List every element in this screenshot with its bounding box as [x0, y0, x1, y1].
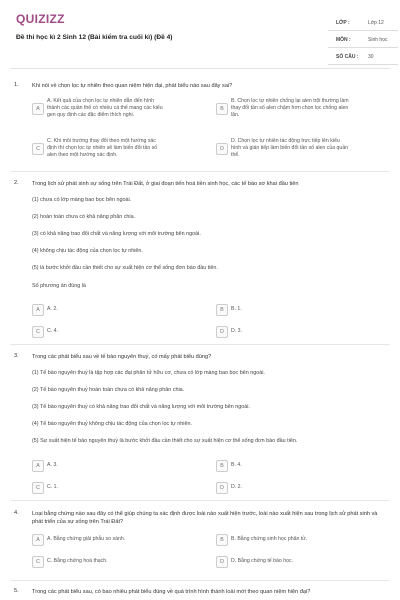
option-letter: C — [32, 326, 44, 338]
statement: (1) Tế bào nguyên thuỷ là tập hợp các đại phân tử hữu cơ, chưa có lớp màng bao bọc bên ngoài. — [32, 370, 265, 376]
statement: (1) chưa có lớp màng bao bọc bên ngoài. — [32, 197, 132, 203]
option-b[interactable] — [216, 98, 391, 120]
option-b[interactable] — [216, 534, 391, 556]
option-a[interactable] — [32, 98, 207, 120]
option-letter: B — [216, 304, 228, 316]
option-b[interactable] — [216, 460, 391, 482]
option-text: D. Bằng chứng tế bào học. — [231, 558, 294, 564]
option-letter: A — [32, 534, 44, 546]
meta-value: Lớp 12 — [368, 20, 384, 26]
option-text: C. 4. — [47, 328, 58, 334]
option-a[interactable] — [32, 304, 207, 326]
option-a[interactable] — [32, 534, 207, 556]
meta-row-count — [328, 48, 398, 65]
question-number: 4. — [14, 510, 19, 516]
meta-key: LỚP : — [336, 20, 350, 26]
question-text: Trong lịch sử phát sinh sự sống trên Trái Đất, ở giai đoạn tiến hoá tiền sinh học, các tế bào sơ khai đầu tiên — [32, 181, 299, 187]
statement: (2) hoàn toàn chưa có khả năng phân chia. — [32, 214, 136, 220]
option-letter: A — [32, 304, 44, 316]
question-number: 1. — [14, 82, 19, 88]
question-number: 5. — [14, 588, 19, 594]
option-letter: C — [32, 556, 44, 568]
question-text: Trong các phát biểu sau, có bao nhiêu phát biểu đúng về quá trình hình thành loài mới theo quan niệm hiện đại? — [32, 589, 311, 595]
option-text: A. 3. — [47, 462, 58, 468]
option-letter: B — [216, 460, 228, 472]
option-text: B. 4. — [231, 462, 242, 468]
page-title: Đề thi học kì 2 Sinh 12 (Bài kiểm tra cuối kì) (Đề 4) — [16, 34, 173, 41]
option-text: A. Kết quả của chọn lọc tự nhiên dẫn đến hình thành các quần thể có nhiều cá thể mang các kiểu gen quy định các đặc điểm thích nghi. — [47, 98, 163, 118]
statement: (3) có khả năng trao đổi chất và năng lượng với môi trường bên ngoài. — [32, 231, 201, 237]
quizizz-logo: QUIZIZZ — [16, 12, 65, 26]
question-text: Khi nói về chọn lọc tự nhiên theo quan niệm hiện đại, phát biểu nào sau đây sai? — [32, 83, 233, 89]
meta-value: Sinh học — [368, 37, 388, 43]
question-divider — [10, 500, 390, 501]
statement: (2) Tế bào nguyên thuỷ hoàn toàn chưa có khả năng phân chia. — [32, 387, 185, 393]
option-letter: A — [32, 103, 44, 115]
statement: (4) không chịu tác động của chọn lọc tự nhiên. — [32, 248, 143, 254]
option-text: D. 3. — [231, 328, 242, 334]
meta-value: 30 — [368, 54, 374, 60]
meta-key: MÔN : — [336, 37, 351, 43]
meta-row-class — [328, 14, 398, 31]
statement: (4) Tế bào nguyên thuỷ không chịu tác động của chọn lọc tự nhiên. — [32, 421, 192, 427]
option-text: B. Chọn lọc tự nhiên chống lại alen trội thường làm thay đổi tần số alen chậm hơn chọn lọc chống alen lặn. — [231, 98, 349, 118]
option-text: C. 1. — [47, 484, 58, 490]
option-text: B. 1. — [231, 306, 242, 312]
meta-key: SỐ CÂU : — [336, 54, 359, 60]
option-a[interactable] — [32, 460, 207, 482]
option-letter: C — [32, 143, 44, 155]
option-c[interactable] — [32, 138, 207, 160]
question-divider — [10, 580, 390, 581]
question-text: Loại bằng chứng nào sau đây có thể giúp chúng ta xác định được loài nào xuất hiện trước, loài nào xuất hiện sau trong lịch sử phát sinh và phát triển của sự sống trên Trái Đất? — [32, 511, 378, 525]
option-text: D. 2. — [231, 484, 242, 490]
option-text: A. Bằng chứng giải phẫu so sánh. — [47, 536, 126, 542]
option-text: A. 2. — [47, 306, 58, 312]
statement: (5) Sự xuất hiện tế bào nguyên thuỷ là bước khởi đầu cần thiết cho sự xuất hiện cơ thể sống đơn bào đầu tiên. — [32, 438, 298, 444]
worksheet-header — [10, 8, 390, 70]
option-letter: D — [216, 482, 228, 494]
option-text: C. Khi môi trường thay đổi theo một hướng xác định thì chọn lọc tự nhiên sẽ làm biến đổi tần số alen theo một hướng xác định. — [47, 138, 158, 158]
question-number: 3. — [14, 353, 19, 359]
option-d[interactable] — [216, 138, 391, 160]
question-divider — [10, 344, 390, 345]
option-letter: D — [216, 326, 228, 338]
option-text: C. Bằng chứng hoá thạch. — [47, 558, 108, 564]
statement: Số phương án đúng là — [32, 283, 86, 289]
statement: (5) là bước khởi đầu cần thiết cho sự xuất hiện cơ thể sống đơn bào đầu tiên. — [32, 265, 218, 271]
option-letter: B — [216, 534, 228, 546]
option-text: B. Bằng chứng sinh học phân tử. — [231, 536, 308, 542]
option-b[interactable] — [216, 304, 391, 326]
option-c[interactable] — [32, 556, 207, 578]
question-text: Trong các phát biểu sau về tế bào nguyên thuỷ, có mấy phát biểu đúng? — [32, 354, 212, 360]
option-letter: D — [216, 143, 228, 155]
question-divider — [10, 171, 390, 172]
option-letter: D — [216, 556, 228, 568]
option-letter: A — [32, 460, 44, 472]
option-d[interactable] — [216, 556, 391, 578]
question-number: 2. — [14, 180, 19, 186]
meta-table — [328, 14, 398, 65]
option-letter: C — [32, 482, 44, 494]
statement: (3) Tế bào nguyên thuỷ có khả năng trao đổi chất và năng lượng với môi trường bên ngoài. — [32, 404, 250, 410]
option-text: D. Chọn lọc tự nhiên tác động trực tiếp lên kiểu hình và gián tiếp làm biến đổi tần số alen của quần thể. — [231, 138, 349, 158]
meta-row-subject — [328, 31, 398, 48]
option-letter: B — [216, 103, 228, 115]
header-divider — [10, 68, 390, 69]
